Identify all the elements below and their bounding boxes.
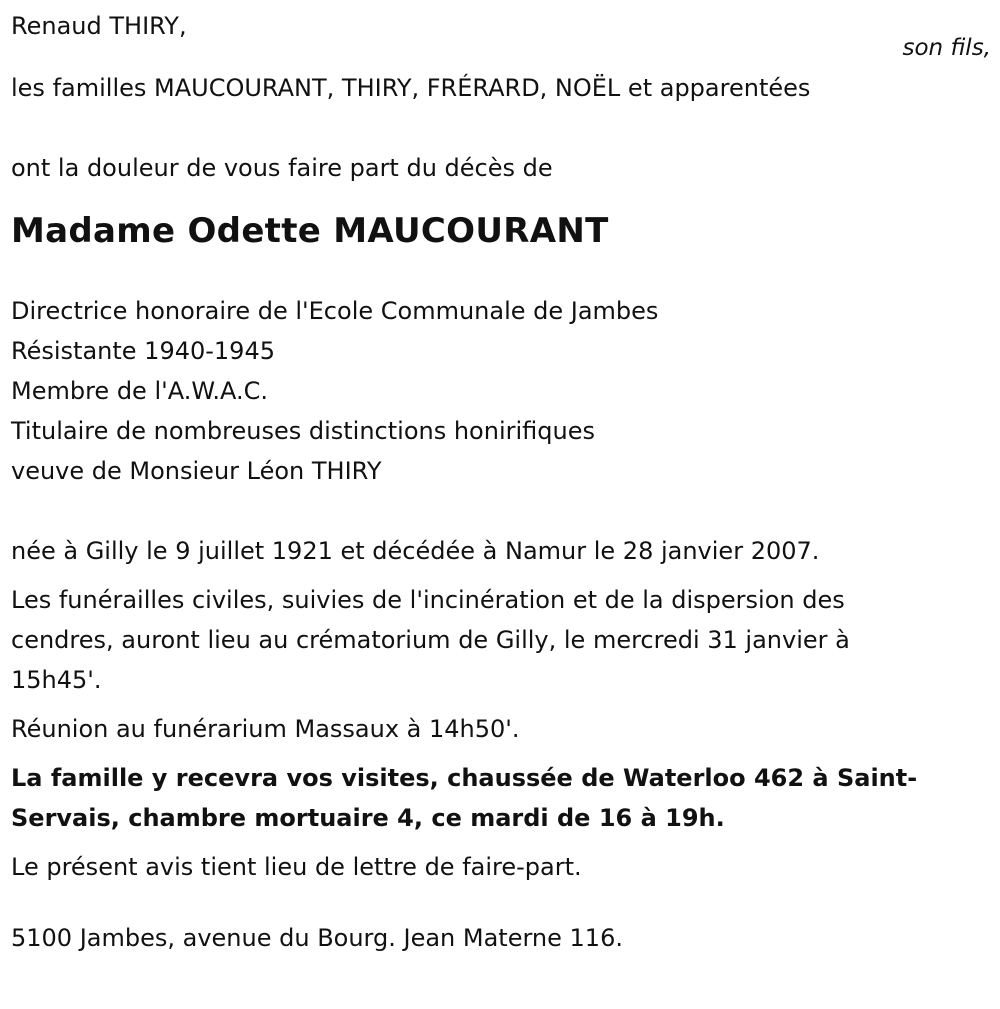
funeral-paragraph: Les funérailles civiles, suivies de l'incinération et de la dispersion des cendres, auront lieu au crématorium de Gilly, le mercredi 31 janvier à 15h45'. bbox=[11, 586, 850, 694]
title-line: Membre de l'A.W.A.C. bbox=[11, 377, 268, 405]
visits-paragraph: La famille y recevra vos visites, chaussée de Waterloo 462 à Saint-Servais, chambre mortuaire 4, ce mardi de 16 à 19h. bbox=[11, 764, 918, 832]
title-line: veuve de Monsieur Léon THIRY bbox=[11, 457, 382, 485]
birth-death-line: née à Gilly le 9 juillet 1921 et décédée à Namur le 28 janvier 2007. bbox=[11, 537, 820, 565]
announcement-line: ont la douleur de vous faire part du décès de bbox=[11, 154, 553, 182]
meeting-line: Réunion au funérarium Massaux à 14h50'. bbox=[11, 715, 520, 743]
sender-relation: son fils, bbox=[902, 35, 991, 61]
title-line: Titulaire de nombreuses distinctions honirifiques bbox=[11, 417, 595, 445]
death-notice bbox=[11, 6, 991, 958]
note-line: Le présent avis tient lieu de lettre de faire-part. bbox=[11, 853, 582, 881]
title-line: Résistante 1940-1945 bbox=[11, 337, 275, 365]
titles-list bbox=[11, 291, 991, 491]
deceased-name: Madame Odette MAUCOURANT bbox=[11, 211, 609, 251]
address-line: 5100 Jambes, avenue du Bourg. Jean Materne 116. bbox=[11, 924, 623, 952]
sender-name: Renaud THIRY, bbox=[11, 12, 187, 40]
title-line: Directrice honoraire de l'Ecole Communale de Jambes bbox=[11, 297, 659, 325]
sender-row bbox=[11, 6, 991, 61]
families-line: les familles MAUCOURANT, THIRY, FRÉRARD, NOËL et apparentées bbox=[11, 74, 811, 102]
